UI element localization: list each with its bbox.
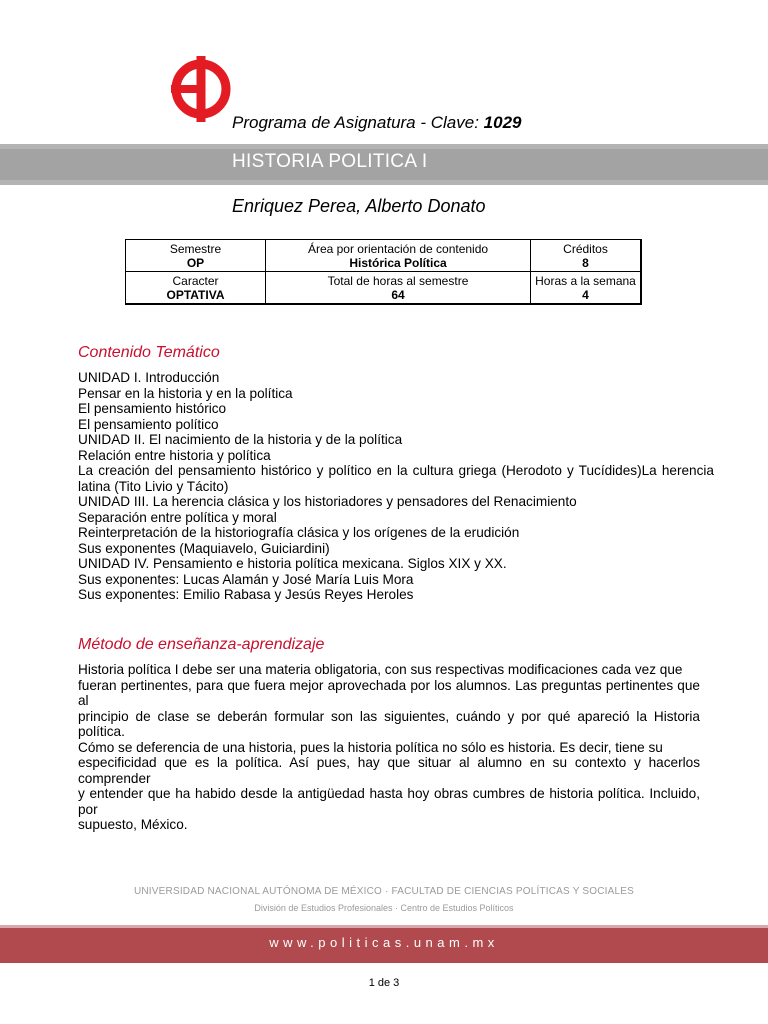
metodo-text [78, 662, 700, 833]
table-row [126, 272, 642, 305]
program-heading [232, 113, 521, 133]
cell-label: Total de horas al semestre [327, 273, 469, 288]
cell-label: Área por orientación de contenido [307, 241, 489, 256]
list-item: UNIDAD III. La herencia clásica y los historiadores y pensadores del Renacimiento [78, 494, 577, 509]
table-cell [266, 240, 531, 272]
list-item: Sus exponentes: Lucas Alamán y José María Luis Mora [78, 571, 414, 587]
cell-label: Créditos [563, 241, 608, 256]
division-line: División de Estudios Profesionales · Centro de Estudios Políticos [254, 903, 514, 913]
cell-value: 8 [582, 255, 589, 270]
table-cell [126, 240, 266, 272]
paragraph: fueran pertinentes, para que fuera mejor aprovechada por los alumnos. Las preguntas pertinentes que al [78, 677, 700, 708]
list-item: El pensamiento político [78, 416, 219, 432]
paragraph: supuesto, México. [78, 817, 188, 832]
contenido-list [78, 370, 714, 603]
cell-value: OP [186, 255, 205, 270]
list-item: La creación del pensamiento histórico y político en la cultura griega (Herodoto y Tucídides)La herencia latina (Tito Livio y Tácito) [78, 463, 714, 494]
cell-label: Semestre [169, 241, 222, 256]
page-number: 1 de 3 [368, 977, 400, 989]
clave-number: 1029 [483, 113, 522, 132]
list-item: UNIDAD II. El nacimiento de la historia y de la política [78, 432, 403, 447]
list-item: Reinterpretación de la historiografía clásica y los orígenes de la erudición [78, 525, 520, 540]
table-cell [126, 272, 266, 305]
professor-name: Enriquez Perea, Alberto Donato [232, 196, 486, 216]
list-item: Sus exponentes: Emilio Rabasa y Jesús Reyes Heroles [78, 587, 414, 602]
facultad-logo [168, 56, 234, 122]
institution-line: UNIVERSIDAD NACIONAL AUTÓNOMA DE MÉXICO · FACULTAD DE CIENCIAS POLÍTICAS Y SOCIALES [133, 886, 635, 897]
table-cell [531, 240, 642, 272]
list-item: El pensamiento histórico [78, 401, 227, 416]
table-cell [266, 272, 531, 305]
cell-value: Histórica Política [349, 255, 447, 270]
list-item: Pensar en la historia y en la política [78, 385, 293, 401]
list-item: Separación entre política y moral [78, 509, 277, 525]
course-title: HISTORIA POLITICA I [232, 151, 428, 172]
table-row [126, 240, 642, 272]
paragraph: y entender que ha habido desde la antigüedad hasta hoy obras cumbres de historia política. Incluido, por [78, 786, 700, 817]
paragraph: Cómo se deferencia de una historia, pues la historia política no sólo es historia. Es decir, tiene su [78, 739, 663, 755]
cell-value: OPTATIVA [166, 287, 225, 302]
paragraph: Historia política I debe ser una materia obligatoria, con sus respectivas modificaciones cada vez que [78, 662, 683, 677]
metodo-heading: Método de enseñanza-aprendizaje [78, 636, 325, 653]
paragraph: especificidad que es la política. Así pues, hay que situar al alumno en su contexto y hacerlos comprender [78, 755, 700, 786]
list-item: Relación entre historia y política [78, 447, 271, 463]
cell-value: 4 [582, 287, 589, 302]
list-item: UNIDAD I. Introducción [78, 370, 220, 385]
cell-label: Caracter [172, 273, 219, 288]
website-link[interactable]: www.politicas.unam.mx [269, 935, 499, 950]
course-info-table [125, 239, 642, 305]
program-label: Programa de Asignatura - Clave: [232, 113, 484, 132]
list-item: UNIDAD IV. Pensamiento e historia política mexicana. Siglos XIX y XX. [78, 556, 507, 571]
contenido-heading: Contenido Temático [78, 344, 220, 361]
paragraph: principio de clase se deberán formular son las siguientes, cuándo y por qué apareció la Historia política. [78, 708, 700, 739]
cell-label: Horas a la semana [535, 273, 636, 288]
table-cell [531, 272, 642, 305]
cell-value: 64 [391, 287, 405, 302]
list-item: Sus exponentes (Maquiavelo, Guiciardini) [78, 540, 330, 556]
